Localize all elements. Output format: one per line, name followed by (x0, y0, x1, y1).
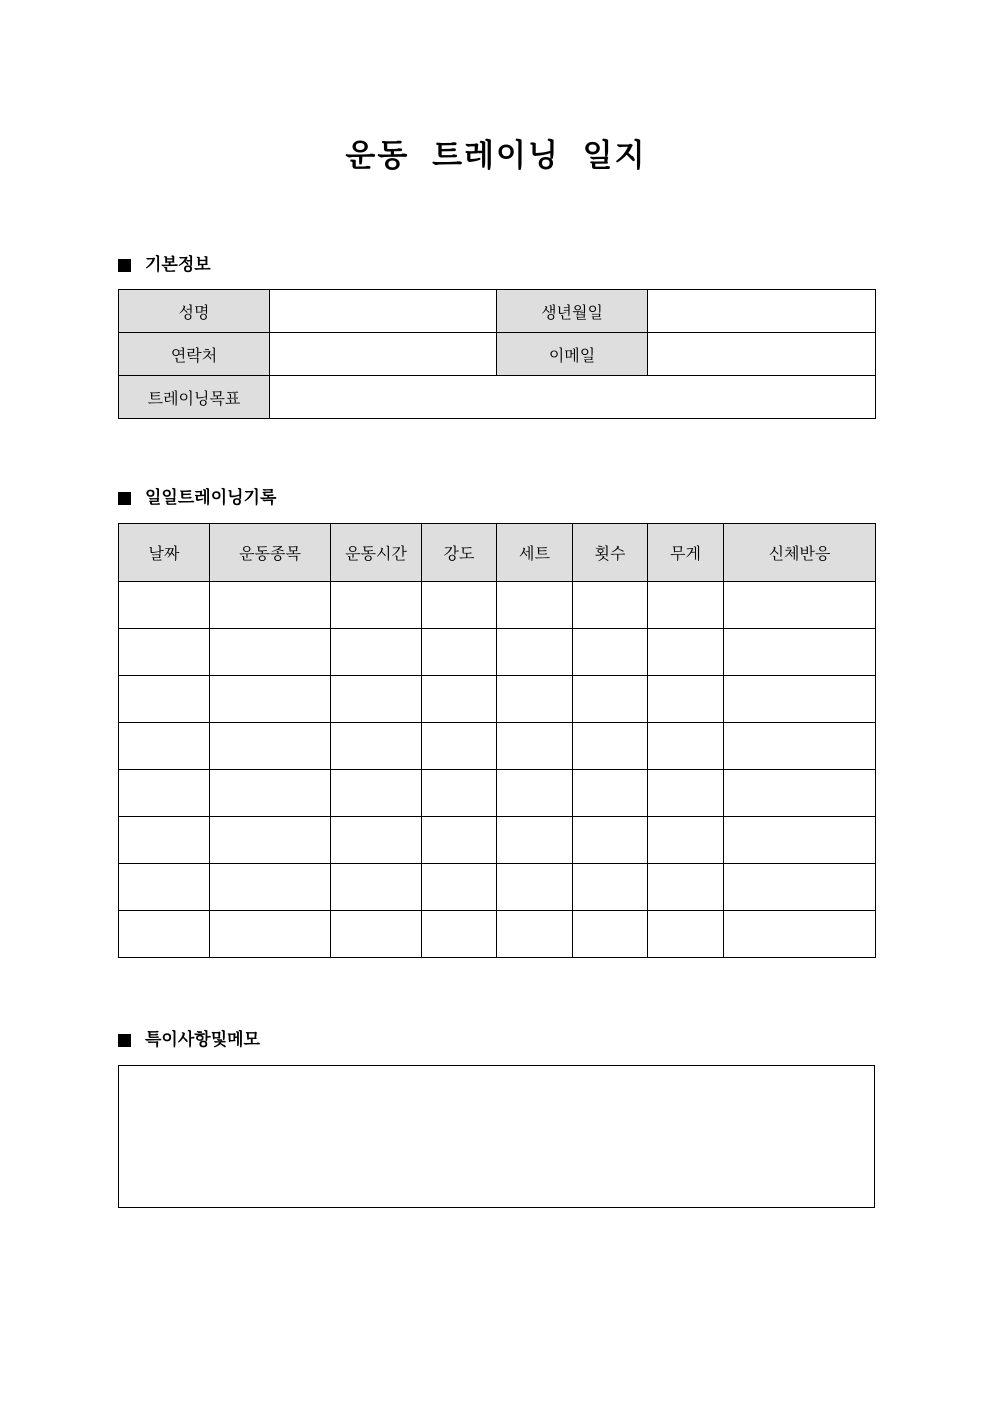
log-cell-exercise[interactable] (210, 629, 331, 676)
log-cell-weight[interactable] (648, 582, 724, 629)
table-row (119, 723, 876, 770)
log-cell-reps[interactable] (573, 676, 648, 723)
log-cell-exercise[interactable] (210, 817, 331, 864)
section-heading-label: 일일트레이닝기록 (145, 488, 277, 508)
email-field[interactable] (648, 333, 876, 376)
log-cell-intensity[interactable] (422, 629, 497, 676)
log-cell-body-response[interactable] (724, 723, 876, 770)
column-header-date: 날짜 (119, 524, 210, 582)
daily-log-table (118, 523, 876, 958)
log-cell-duration[interactable] (331, 676, 422, 723)
log-cell-duration[interactable] (331, 864, 422, 911)
contact-label: 연락처 (119, 333, 270, 376)
log-cell-weight[interactable] (648, 629, 724, 676)
log-cell-exercise[interactable] (210, 723, 331, 770)
log-cell-intensity[interactable] (422, 864, 497, 911)
log-cell-weight[interactable] (648, 911, 724, 958)
log-body (119, 582, 876, 958)
log-cell-sets[interactable] (497, 582, 573, 629)
column-header-exercise: 운동종목 (210, 524, 331, 582)
section-heading-label: 기본정보 (145, 255, 211, 275)
log-cell-sets[interactable] (497, 629, 573, 676)
log-cell-date[interactable] (119, 676, 210, 723)
log-cell-reps[interactable] (573, 723, 648, 770)
log-cell-body-response[interactable] (724, 629, 876, 676)
square-bullet-icon (118, 492, 131, 505)
info-row-goal (119, 376, 876, 419)
log-cell-sets[interactable] (497, 864, 573, 911)
log-cell-body-response[interactable] (724, 770, 876, 817)
log-cell-date[interactable] (119, 582, 210, 629)
log-cell-intensity[interactable] (422, 582, 497, 629)
column-header-sets: 세트 (497, 524, 573, 582)
log-cell-reps[interactable] (573, 864, 648, 911)
goal-label: 트레이닝목표 (119, 376, 270, 419)
log-cell-date[interactable] (119, 817, 210, 864)
log-cell-duration[interactable] (331, 582, 422, 629)
column-header-reps: 횟수 (573, 524, 648, 582)
table-row (119, 676, 876, 723)
log-cell-sets[interactable] (497, 911, 573, 958)
log-cell-sets[interactable] (497, 676, 573, 723)
notes-box[interactable] (118, 1065, 875, 1208)
table-row (119, 864, 876, 911)
log-cell-duration[interactable] (331, 723, 422, 770)
table-row (119, 629, 876, 676)
log-cell-duration[interactable] (331, 911, 422, 958)
log-cell-weight[interactable] (648, 723, 724, 770)
log-cell-date[interactable] (119, 629, 210, 676)
log-cell-exercise[interactable] (210, 770, 331, 817)
table-row (119, 817, 876, 864)
section-heading-basic-info (118, 253, 211, 277)
square-bullet-icon (118, 259, 131, 272)
table-row (119, 911, 876, 958)
log-cell-duration[interactable] (331, 770, 422, 817)
log-cell-duration[interactable] (331, 817, 422, 864)
column-header-weight: 무게 (648, 524, 724, 582)
log-cell-exercise[interactable] (210, 911, 331, 958)
basic-info-table (118, 289, 876, 419)
log-cell-sets[interactable] (497, 723, 573, 770)
log-cell-weight[interactable] (648, 817, 724, 864)
birthdate-label: 생년월일 (497, 290, 648, 333)
column-header-duration: 운동시간 (331, 524, 422, 582)
section-heading-label: 특이사항및메모 (145, 1030, 260, 1050)
info-row-name (119, 290, 876, 333)
log-cell-body-response[interactable] (724, 864, 876, 911)
log-cell-sets[interactable] (497, 817, 573, 864)
email-label: 이메일 (497, 333, 648, 376)
name-label: 성명 (119, 290, 270, 333)
birthdate-field[interactable] (648, 290, 876, 333)
log-cell-exercise[interactable] (210, 676, 331, 723)
square-bullet-icon (118, 1034, 131, 1047)
table-row (119, 770, 876, 817)
log-cell-body-response[interactable] (724, 911, 876, 958)
goal-field[interactable] (270, 376, 876, 419)
log-cell-weight[interactable] (648, 770, 724, 817)
table-row (119, 582, 876, 629)
contact-field[interactable] (270, 333, 497, 376)
log-cell-body-response[interactable] (724, 676, 876, 723)
log-cell-date[interactable] (119, 911, 210, 958)
name-field[interactable] (270, 290, 497, 333)
log-cell-reps[interactable] (573, 911, 648, 958)
log-cell-reps[interactable] (573, 817, 648, 864)
log-cell-reps[interactable] (573, 582, 648, 629)
log-cell-duration[interactable] (331, 629, 422, 676)
log-cell-intensity[interactable] (422, 911, 497, 958)
log-cell-reps[interactable] (573, 770, 648, 817)
column-header-body-response: 신체반응 (724, 524, 876, 582)
log-cell-intensity[interactable] (422, 817, 497, 864)
log-cell-weight[interactable] (648, 864, 724, 911)
log-cell-date[interactable] (119, 864, 210, 911)
info-row-contact (119, 333, 876, 376)
section-heading-daily-log (118, 486, 276, 510)
log-cell-intensity[interactable] (422, 723, 497, 770)
log-cell-date[interactable] (119, 770, 210, 817)
log-cell-intensity[interactable] (422, 770, 497, 817)
log-cell-date[interactable] (119, 723, 210, 770)
log-cell-body-response[interactable] (724, 582, 876, 629)
log-cell-reps[interactable] (573, 629, 648, 676)
log-cell-exercise[interactable] (210, 582, 331, 629)
column-header-intensity: 강도 (422, 524, 497, 582)
log-cell-exercise[interactable] (210, 864, 331, 911)
log-cell-intensity[interactable] (422, 676, 497, 723)
section-heading-notes (118, 1028, 260, 1052)
log-cell-sets[interactable] (497, 770, 573, 817)
log-header-row (119, 524, 876, 582)
page-title: 운동 트레이닝 일지 (345, 138, 647, 174)
log-cell-body-response[interactable] (724, 817, 876, 864)
log-cell-weight[interactable] (648, 676, 724, 723)
